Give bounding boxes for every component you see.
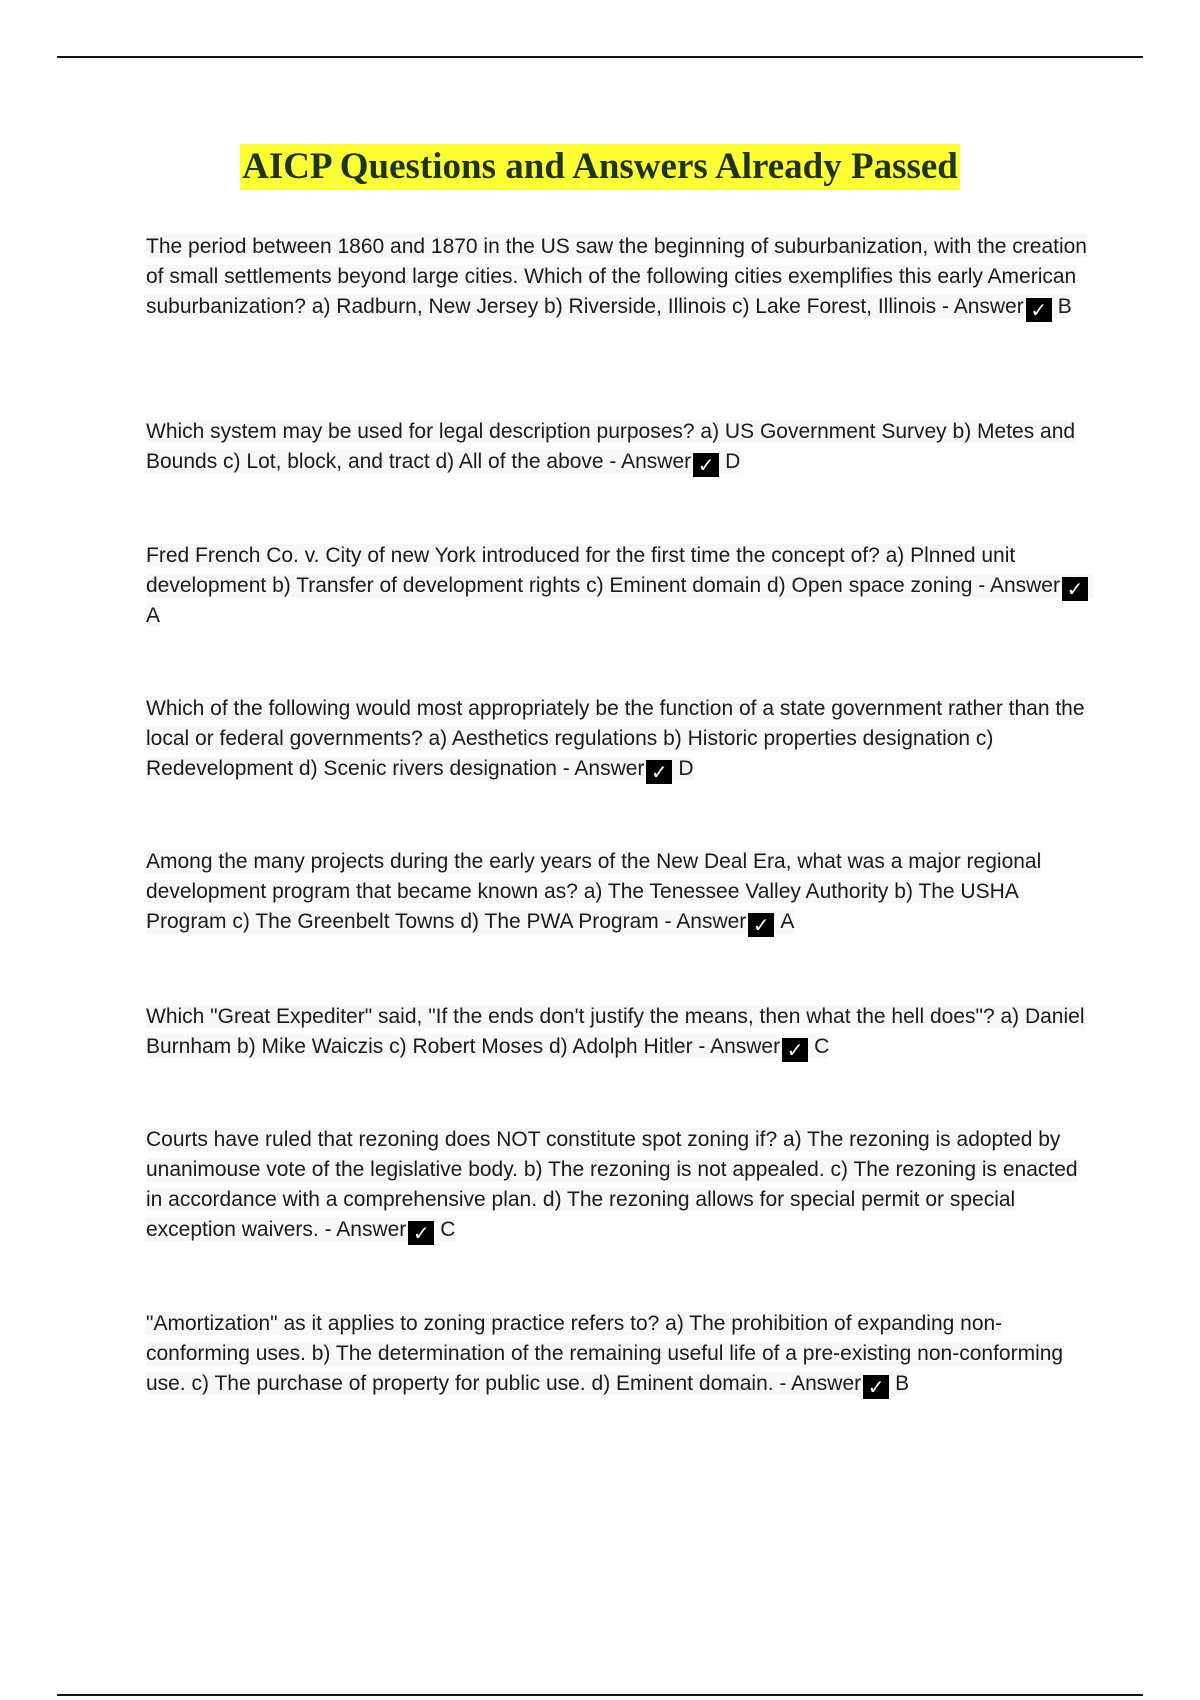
check-icon: ✓ <box>1062 577 1088 601</box>
answer-label: Answer <box>953 295 1024 318</box>
answer-label: Answer <box>574 757 645 780</box>
check-icon: ✓ <box>782 1038 808 1062</box>
answer-label: Answer <box>621 450 692 473</box>
answer-value: A <box>146 604 161 627</box>
question-text: Which "Great Expediter" said, "If the ends don't justify the means, then what the hell does"? a) Daniel Burnham b) Mike Waiczis c) Robert Moses d) Adolph Hitler - <box>146 1005 1085 1058</box>
answer-label: Answer <box>336 1218 407 1241</box>
answer-value: A <box>780 910 795 933</box>
check-icon: ✓ <box>863 1375 889 1399</box>
question-text: Fred French Co. v. City of new York introduced for the first time the concept of? a) Plnned unit development b) Transfer of development rights c) Eminent domain d) Open space zoning - <box>146 544 1016 597</box>
answer-value: B <box>895 1372 910 1395</box>
question-text: Which system may be used for legal description purposes? a) US Government Survey b) Metes and Bounds c) Lot, block, and tract d) All of the above - <box>146 420 1076 473</box>
qa-item-7 <box>146 1125 1096 1245</box>
top-rule <box>57 56 1143 58</box>
question-text: The period between 1860 and 1870 in the US saw the beginning of suburbanization, with the creation of small settlements beyond large cities. Which of the following cities exemplifies this early American suburbanization? a) Radburn, New Jersey b) Riverside, Illinois c) Lake Forest, Illinois - <box>146 235 1087 318</box>
qa-item-6 <box>146 1002 1096 1062</box>
answer-value: C <box>814 1035 830 1058</box>
title-container <box>0 144 1200 190</box>
question-text: Which of the following would most appropriately be the function of a state government rather than the local or federal governments? a) Aesthetics regulations b) Historic properties designation c) Redevelopment d) Scenic rivers designation - <box>146 697 1085 780</box>
answer-value: D <box>678 757 694 780</box>
qa-item-3 <box>146 541 1096 631</box>
check-icon: ✓ <box>1026 298 1052 322</box>
qa-item-2 <box>146 417 1096 477</box>
answer-value: D <box>725 450 741 473</box>
question-text: "Amortization" as it applies to zoning practice refers to? a) The prohibition of expanding non-conforming uses. b) The determination of the remaining useful life of a pre-existing non-conforming use. c) The purchase of property for public use. d) Eminent domain. - <box>146 1312 1064 1395</box>
question-text: Courts have ruled that rezoning does NOT constitute spot zoning if? a) The rezoning is adopted by unanimouse vote of the legislative body. b) The rezoning is not appealed. c) The rezoning is enacted in accordance with a comprehensive plan. d) The rezoning allows for special permit or special exception waivers. - <box>146 1128 1078 1241</box>
check-icon: ✓ <box>693 453 719 477</box>
answer-label: Answer <box>791 1372 862 1395</box>
check-icon: ✓ <box>646 760 672 784</box>
check-icon: ✓ <box>748 913 774 937</box>
answer-label: Answer <box>676 910 747 933</box>
question-text: Among the many projects during the early years of the New Deal Era, what was a major regional development program that became known as? a) The Tenessee Valley Authority b) The USHA Program c) The Greenbelt Towns d) The PWA Program - <box>146 850 1042 933</box>
qa-item-8 <box>146 1309 1096 1399</box>
answer-label: Answer <box>989 574 1060 597</box>
qa-item-4 <box>146 694 1096 784</box>
qa-item-1 <box>146 232 1096 322</box>
page-title: AICP Questions and Answers Already Passed <box>240 144 960 190</box>
answer-value: C <box>440 1218 456 1241</box>
answer-label: Answer <box>710 1035 781 1058</box>
bottom-rule <box>57 1694 1143 1696</box>
answer-value: B <box>1057 295 1072 318</box>
check-icon: ✓ <box>408 1221 434 1245</box>
qa-item-5 <box>146 847 1096 937</box>
